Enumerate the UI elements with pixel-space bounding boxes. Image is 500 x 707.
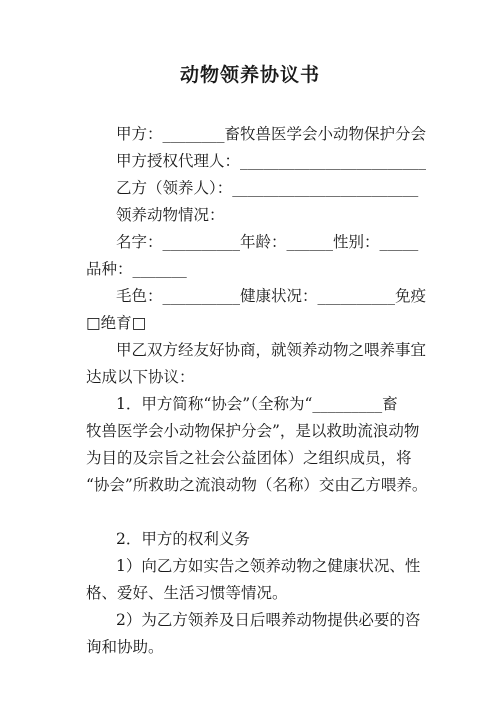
clause-2-item-2-line-2: 询和协助。	[86, 638, 164, 656]
party-a-line: 甲方：________畜牧兽医学会小动物保护分会	[116, 125, 427, 143]
document-title: 动物领养协议书	[179, 64, 320, 86]
clause-1-line-1: 1．甲方简称“协会”（全称为“_________畜	[116, 395, 398, 413]
sterilization-checkbox-line: □绝育□	[86, 314, 147, 332]
animal-info-heading: 领养动物情况：	[116, 206, 225, 224]
clause-1-line-4: “协会”所救助之流浪动物（名称）交由乙方喂养。	[86, 476, 428, 494]
clause-1-line-2: 牧兽医学会小动物保护分会”，是以救助流浪动物	[86, 422, 420, 440]
clause-2-item-1-line-2: 格、爱好、生活习惯等情况。	[86, 584, 288, 602]
clause-1-line-3: 为目的及宗旨之社会公益团体）之组织成员，将	[86, 449, 412, 467]
clause-2-item-1-line-1: 1）向乙方如实告之领养动物之健康状况、性	[116, 557, 421, 575]
animal-name-age-sex-line: 名字：__________年龄：______性别：_____	[116, 233, 419, 251]
animal-color-health-line: 毛色：__________健康状况：__________免疫	[116, 287, 427, 305]
party-b-line: 乙方（领养人）：________________________	[116, 179, 419, 197]
party-a-agent-line: 甲方授权代理人：________________________	[116, 152, 427, 170]
clause-2-item-2-line-1: 2）为乙方领养及日后喂养动物提供必要的咨	[116, 611, 421, 629]
clause-2-heading: 2．甲方的权利义务	[116, 530, 250, 548]
agreement-intro-line: 甲乙双方经友好协商，就领养动物之喂养事宜	[116, 341, 427, 359]
animal-breed-line: 品种：_______	[86, 260, 187, 278]
agreement-intro-line-2: 达成以下协议：	[86, 368, 195, 386]
